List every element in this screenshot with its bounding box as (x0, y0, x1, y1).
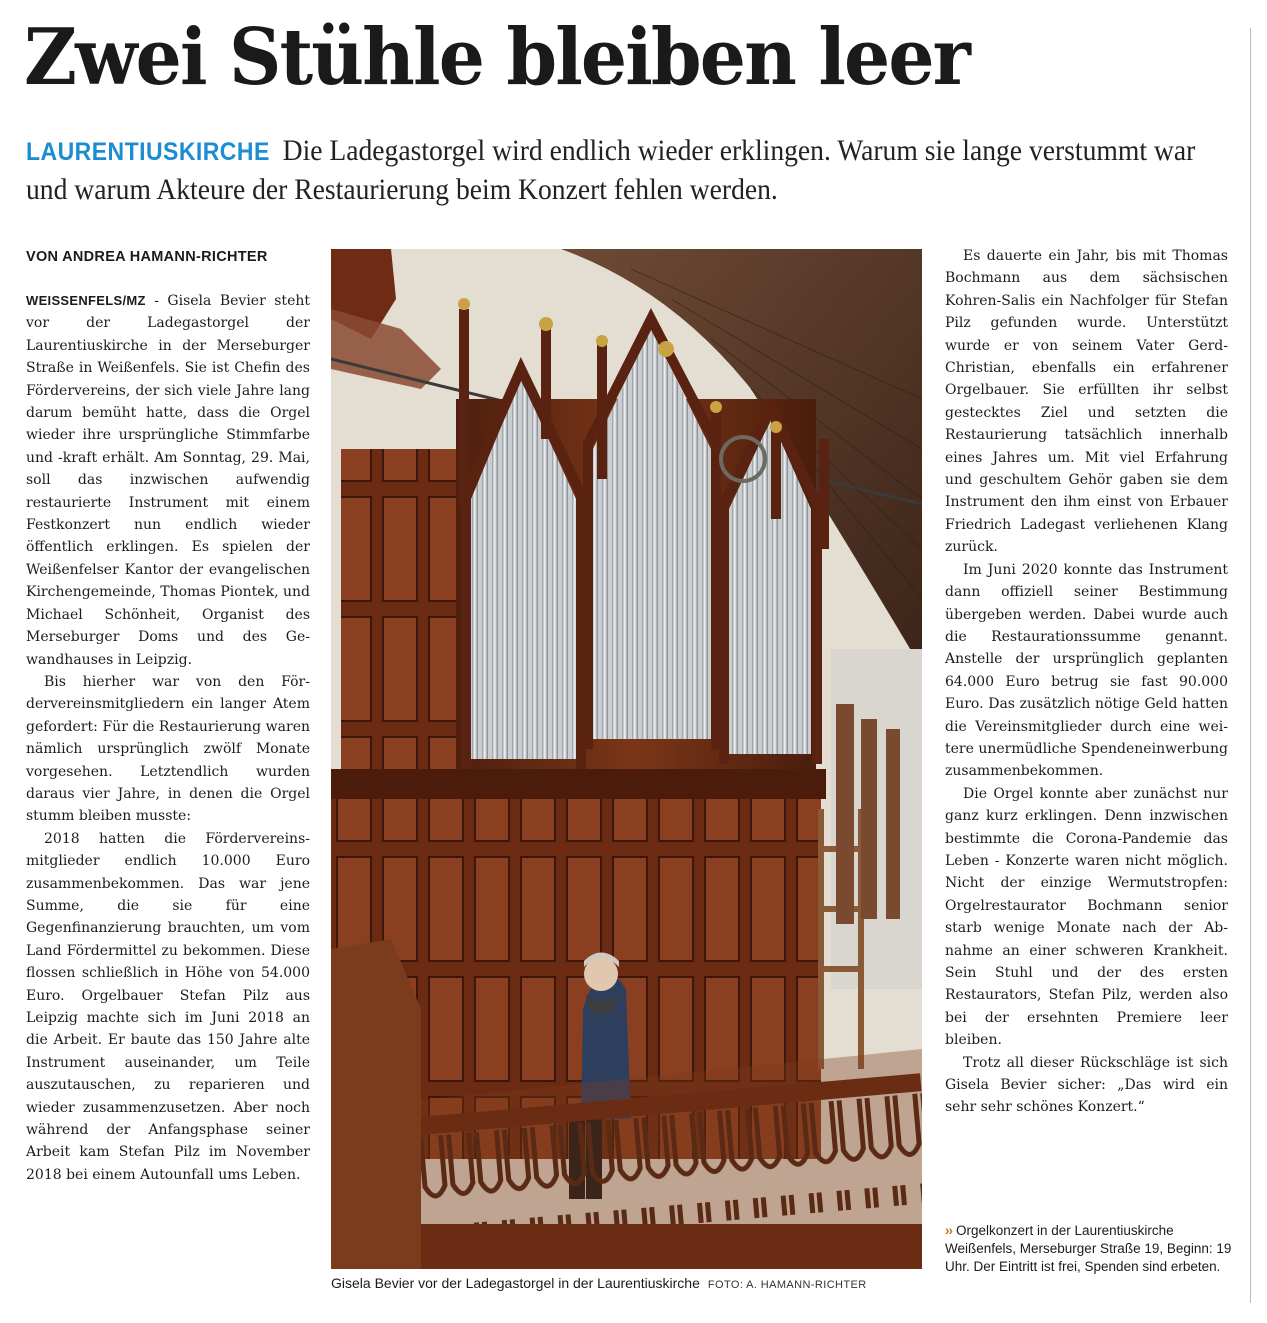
caption-text: Gisela Bevier vor der Ladegastorgel in der Laurentiuskirche (331, 1275, 700, 1291)
photo-caption (331, 1275, 931, 1291)
organ-photo (331, 249, 922, 1269)
dateline: WEISSENFELS/MZ (26, 293, 146, 308)
info-text: Orgelkonzert in der Laurentiuskirche Weißenfels, Merseburger Straße 19, Beginn: 19 Uhr. Der Eintritt ist frei, Spenden sind erbeten. (945, 1223, 1232, 1274)
paragraph (26, 290, 310, 671)
paragraph: Im Juni 2020 konnte das Instrument dann offiziell seiner Bestimmung übergeben werden. Dabei wurde auch die Restaurationssumme genannt. Anstelle der ursprünglich geplanten 64.000 Euro betrug sie fast 90.000 Euro. Das zusätzlich nötige Geld hatten die Vereinsmitglieder durch eine weitere unermüdliche Spendeneinwerbung zusammenbekommen. (945, 561, 1228, 780)
deck (26, 132, 1222, 209)
paragraph: Es dauerte ein Jahr, bis mit Thomas Bochmann aus dem sächsischen Kohren-Salis ein Nachfolger für Stefan Pilz gefunden wurde. Unterstützt wurde er von seinem Vater Gerd-Christian, ebenfalls ein erfahrener Orgelbauer. Sie erfüllten ihr selbst gestecktes Ziel und setzten die Restaurierung tatsächlich innerhalb eines Jahres um. Mit viel Erfahrung und geschultem Gehör gaben sie dem Instrument den ihm einst von Erbauer Friedrich Ladegast verliehenen Klang zurück. (945, 248, 1228, 556)
photo-credit: FOTO: A. HAMANN-RICHTER (707, 1279, 867, 1291)
headline: Zwei Stühle bleiben leer (24, 12, 969, 103)
kicker: LAURENTIUSKIRCHE (26, 138, 270, 166)
paragraph: Trotz all dieser Rückschläge ist sich Gisela Bevier sicher: „Das wird ein sehr sehr schönes Konzert.“ (945, 1054, 1228, 1116)
paragraph: Bis hierher war von den Fördervereinsmitgliedern ein langer Atem gefordert: Für die Restaurierung waren nämlich ursprünglich zwölf Monate vorgesehen. Letztendlich wurden daraus vier Jahre, in denen die Orgel stumm bleiben musste: (26, 673, 310, 825)
article-column-right (945, 245, 1228, 1119)
byline: VON ANDREA HAMANN-RICHTER (26, 249, 268, 265)
deck-text: Die Ladegastorgel wird endlich wieder erklingen. Warum sie lange verstummt war und warum Akteure der Restaurierung beim Konzert fehlen werden. (26, 134, 1196, 206)
paragraph-text: - Gisela Bevier steht vor der Ladegastorgel der Laurentiuskirche in der Merseburger Straße in Weißenfels. Sie ist Chefin des Fördervereins, der sich viele Jahre lang darum bemüht hatte, dass die Orgel wieder ihre ursprüngliche Stimmfarbe und -kraft erhält. Am Sonntag, 29. Mai, soll das inzwischen aufwendig restaurierte Instrument mit einem Festkonzert nun endlich wieder öffentlich erklingen. Es spielen der Weißenfelser Kantor der evangelischen Kirchengemeinde, Thomas Piontek, und Michael Schönheit, Organist des Merseburger Doms und des Gewandhauses in Leipzig. (26, 293, 310, 668)
column-rule (1250, 28, 1251, 1303)
paragraph: Die Orgel konnte aber zunächst nur ganz kurz erklingen. Denn inzwischen bestimmte die Corona-Pandemie das Leben - Konzerte waren nicht möglich. Nicht der einzige Wermutstropfen: Orgelrestaurator Bochmann senior starb wenige Monate nach der Abnahme an einer schweren Krankheit. Sein Stuhl und der des ersten Restaurators, Stefan Pilz, werden also bei der ersehnten Premiere leer bleiben. (945, 785, 1228, 1049)
info-box (945, 1222, 1235, 1276)
paragraph: 2018 hatten die Fördervereinsmitglieder endlich 10.000 Euro zusammenbekommen. Das war jene Summe, die sie für eine Gegenfinanzierung brauchten, um vom Land Fördermittel zu bekommen. Diese flossen schließlich in Höhe von 54.000 Euro. Orgelbauer Stefan Pilz aus Leipzig machte sich im Juni 2018 an die Arbeit. Er baute das 150 Jahre alte Instrument auseinander, um Teile auszutauschen, zu reparieren und wieder zusammenzusetzen. Aber noch während der Anfangsphase seiner Arbeit kam Stefan Pilz im November 2018 bei einem Autounfall ums Leben. (26, 830, 310, 1183)
article-column-left (26, 290, 310, 1186)
double-chevron-icon: ›› (945, 1223, 952, 1238)
